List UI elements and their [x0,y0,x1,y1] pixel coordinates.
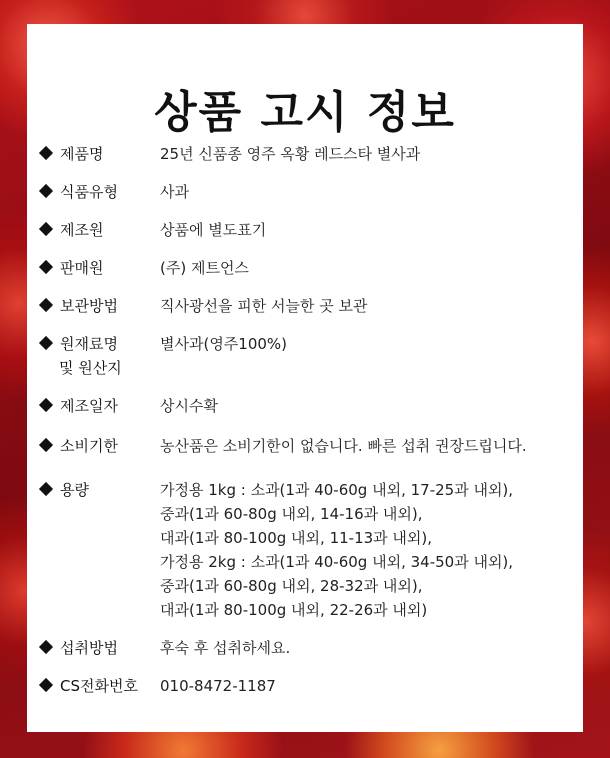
row-label: 보관방법 [60,297,118,315]
diamond-bullet-icon [39,678,53,692]
diamond-bullet-icon [39,438,53,452]
row-value: 농산품은 소비기한이 없습니다. 빠른 섭취 권장드립니다. [160,437,527,455]
row-label: 원재료명 [60,335,118,353]
diamond-bullet-icon [39,640,53,654]
row-label: 섭취방법 [60,639,118,657]
capacity-line: 가정용 1kg : 소과(1과 40-60g 내외, 17-25과 내외), [160,481,514,499]
diamond-bullet-icon [39,222,53,236]
row-value: 상시수확 [160,397,218,415]
capacity-line: 가정용 2kg : 소과(1과 40-60g 내외, 34-50과 내외), [160,553,514,571]
diamond-bullet-icon [39,298,53,312]
diamond-bullet-icon [39,482,53,496]
diamond-bullet-icon [39,260,53,274]
row-value: 직사광선을 피한 서늘한 곳 보관 [160,297,368,315]
row-value: 010-8472-1187 [160,677,276,695]
row-value: 25년 신품종 영주 옥황 레드스타 별사과 [160,145,421,163]
row-label-line2: 및 원산지 [59,359,122,377]
diamond-bullet-icon [39,184,53,198]
capacity-line: 중과(1과 60-80g 내외, 14-16과 내외), [160,505,423,523]
diamond-bullet-icon [39,146,53,160]
capacity-line: 대과(1과 80-100g 내외, 11-13과 내외), [160,529,433,547]
row-value: 사과 [160,183,189,201]
row-value: (주) 제트언스 [160,259,249,277]
capacity-line: 중과(1과 60-80g 내외, 28-32과 내외), [160,577,423,595]
row-value: 후숙 후 섭취하세요. [160,639,291,657]
row-label: 제조원 [60,221,104,239]
page-title: 상품 고시 정보 [154,87,456,138]
capacity-line: 대과(1과 80-100g 내외, 22-26과 내외) [160,601,428,619]
diamond-bullet-icon [39,398,53,412]
row-value: 별사과(영주100%) [160,335,288,353]
row-label: 식품유형 [60,183,118,201]
row-label: CS전화번호 [60,677,138,695]
row-label: 소비기한 [60,437,118,455]
row-label: 판매원 [60,259,104,277]
diamond-bullet-icon [39,336,53,350]
row-label: 제조일자 [60,397,118,415]
row-value: 상품에 별도표기 [160,221,267,239]
row-label: 용량 [60,481,89,499]
product-notice-card [27,24,583,732]
row-label: 제품명 [60,145,104,163]
row-value-multiline [160,478,573,622]
